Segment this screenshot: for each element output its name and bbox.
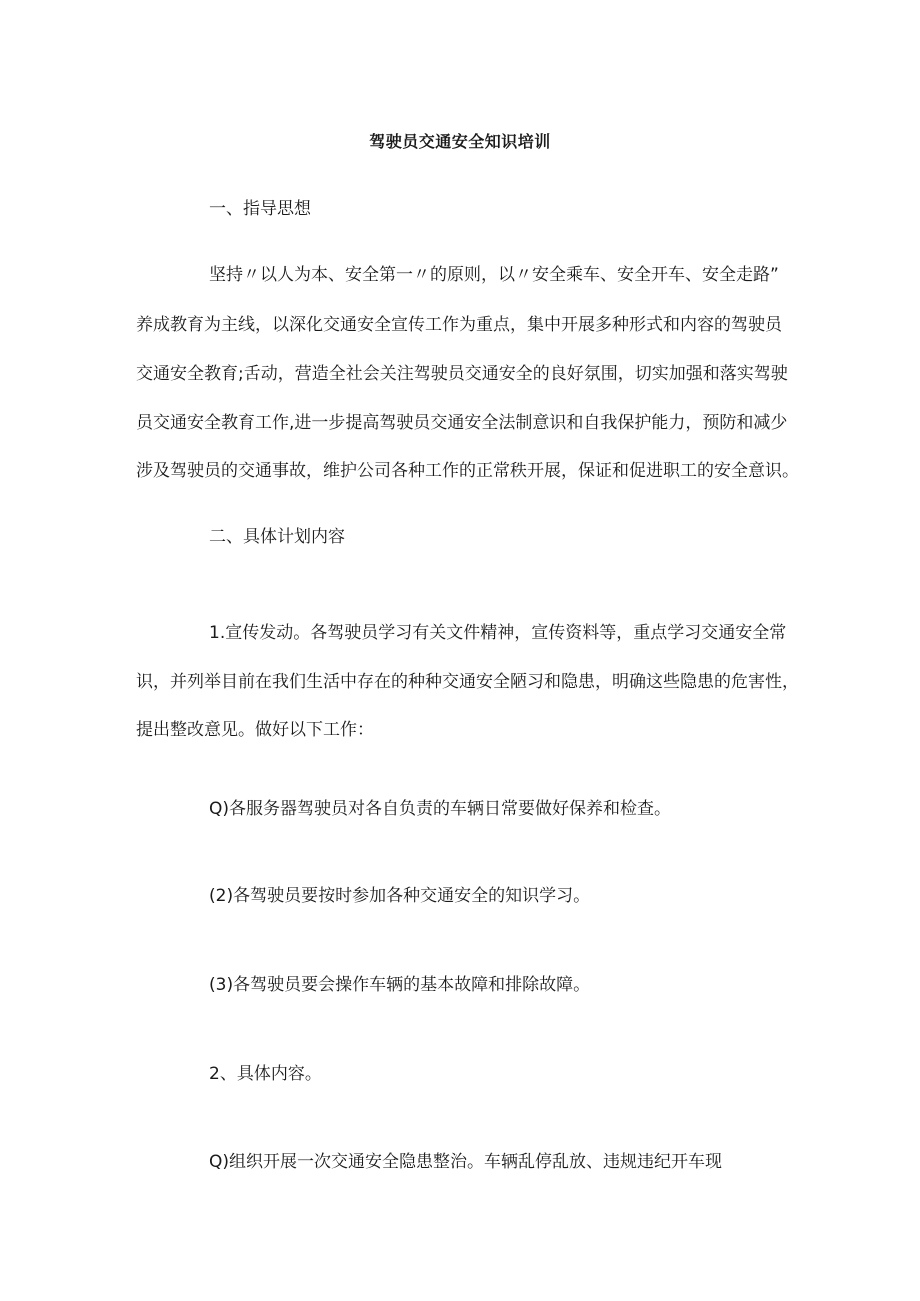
paragraph-line: 1.宣传发动。各驾驶员学习有关文件精神，宣传资料等，重点学习交通安全常 — [209, 623, 787, 643]
paragraph-line: 涉及驾驶员的交通事故，维护公司各种工作的正常秩开展，保证和促进职工的安全意识。 — [136, 461, 799, 481]
section-heading-plan-content: 二、具体计划内容 — [209, 527, 345, 547]
list-item: (3)各驾驶员要会操作车辆的基本故障和排除故障。 — [209, 975, 591, 995]
document-title: 驾驶员交通安全知识培训 — [369, 132, 551, 151]
paragraph-line: 养成教育为主线，以深化交通安全宣传工作为重点，集中开展多种形式和内容的驾驶员 — [136, 315, 782, 335]
section-heading-guiding-thought: 一、指导思想 — [209, 199, 311, 219]
list-item: Q)组织开展一次交通安全隐患整治。车辆乱停乱放、违规违纪开车现 — [209, 1152, 723, 1172]
list-item: (2)各驾驶员要按时参加各种交通安全的知识学习。 — [209, 886, 591, 906]
paragraph-line: 员交通安全教育工作,进一步提高驾驶员交通安全法制意识和自我保护能力，预防和减少 — [136, 413, 788, 433]
paragraph-line: 坚持〃以人为本、安全第一〃的原则，以〃安全乘车、安全开车、安全走路” — [209, 265, 779, 285]
paragraph-line: 识，并列举目前在我们生活中存在的种种交通安全陋习和隐患，明确这些隐患的危害性， — [136, 672, 799, 692]
paragraph-line: 提出整改意见。做好以下工作： — [136, 720, 374, 740]
subsection-heading: 2、具体内容。 — [209, 1064, 322, 1084]
list-item: Q)各服务器驾驶员对各自负责的车辆日常要做好保养和检查。 — [209, 799, 672, 819]
paragraph-line: 交通安全教育;舌动，营造全社会关注驾驶员交通安全的良好氛围，切实加强和落实驾驶 — [136, 364, 788, 384]
